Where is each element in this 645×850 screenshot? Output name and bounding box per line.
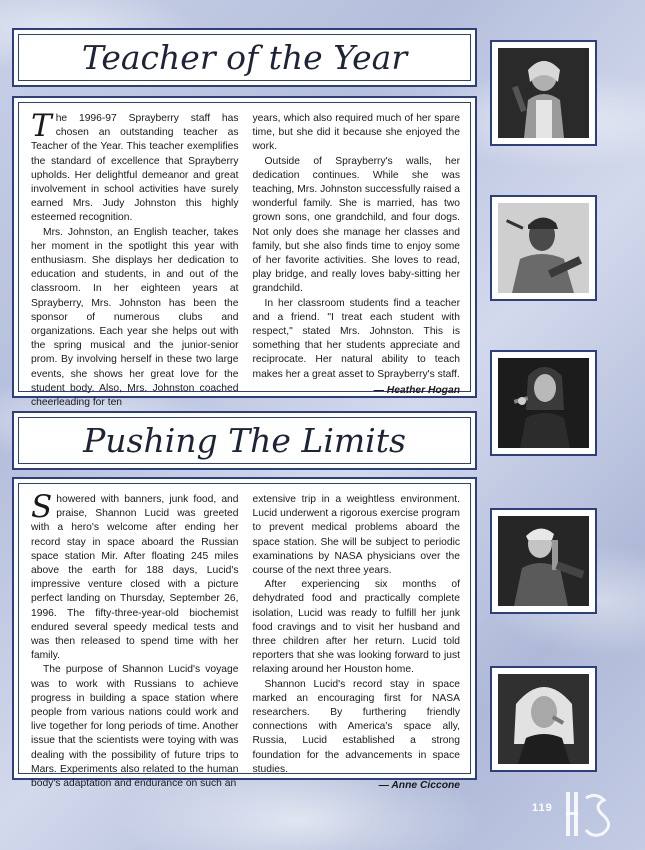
photo-5-female-singer-curly-hair — [498, 674, 589, 764]
article2-title-box — [12, 411, 477, 470]
photo-5-frame — [490, 666, 597, 772]
article2-byline: — Anne Ciccone — [378, 780, 460, 792]
article2-body-box — [12, 477, 477, 792]
article1-paragraph: Outside of Sprayberry's walls, her dedication continues. While she was teaching, Mrs. Johnston successfully raised a wonderful family. She is married, has two grown sons, one grandchild, and four dogs. Not only does she manage her classes and family, but she also finds time to enjoy some of her favorite activities. She loves to read, play bridge, and really loves baby-sitting her grandchild. — [252, 155, 460, 295]
article1-byline: — Heather Hogan — [373, 384, 460, 396]
article1-title-box — [12, 28, 477, 87]
article2-column-1 — [31, 489, 239, 790]
article1-paragraph: Mrs. Johnston, an English teacher, takes her moment in the spotlight this year with enthusiasm. She displays her dedication to education and students, in and out of the classroom. In her eighteen years at Sprayberry, Mrs. Johnston has been the sponsor of numerous clubs and organizations. Each year she helps out with the spring musical and the junior-senior prom. By involving herself in these two large events, she shows her great love for the student body. Also, Mrs. Johnston coached cheerleading for ten — [31, 226, 239, 409]
photo-3-female-singer — [498, 358, 589, 448]
photo-2-guitarist-with-cap — [498, 203, 589, 293]
article1-title: Teacher of the Year — [18, 34, 471, 81]
photo-1-frame — [490, 40, 597, 146]
article1-paragraph: The 1996-97 Sprayberry staff has chosen an outstanding teacher as Teacher of the Year. This teacher exemplifies the standard of excellence that Sprayberry upholds. Her delightful demeanor and great involvement in school activities have surely earned Mrs. Judy Johnston this highly esteemed recognition. — [31, 108, 239, 224]
article2-title: Pushing The Limits — [18, 417, 471, 464]
photo-3-frame — [490, 350, 597, 456]
article2-paragraph: Shannon Lucid's record stay in space marked an encouraging first for NASA researchers. By furthering friendly connections with America's space ally, Russia, Lucid established a strong foundation for the advancements in space studies. — [252, 678, 460, 775]
article2-dropcap: S — [31, 489, 53, 525]
article2-paragraph: The purpose of Shannon Lucid's voyage was to work with Russians to achieve progress in building a space station where people from various nations could work and live together for long periods of time. Another issue that the scientists were toying with was dealing with the possibility of future trips to Mars. Experiments also related to the human body's adaptation and endurance on such an — [31, 664, 239, 790]
photo-4-frame — [490, 508, 597, 614]
page-number: 119 — [532, 802, 553, 814]
photo-2-frame — [490, 195, 597, 301]
article1-body-box — [12, 96, 477, 409]
article2-paragraph: After experiencing six months of dehydrated food and practically complete isolation, Lucid was ready to fulfill her junk food cravings and to visit her husband and three children after her return. Lucid told reporters that she was looking forward to just relaxing around her Houston home. — [252, 579, 460, 676]
yearbook-logo-mark — [562, 790, 624, 838]
article2-paragraph: extensive trip in a weightless environment. Lucid underwent a rigorous exercise program to prevent medical problems aboard the space station. She will be subject to periodic examinations by NASA physicians over the course of the next three years. — [252, 494, 460, 577]
article1-paragraph: In her classroom students find a teacher and a friend. "I treat each student with respect," stated Mrs. Johnston. This is something that her students appreciate and reciprocate. Her natural ability to teach makes her a great asset to Sprayberry's staff. — [252, 297, 460, 380]
article1-paragraph: years, which also required much of her spare time, but she did it because she enjoyed the work. — [252, 113, 460, 153]
photo-1-singer-with-microphone — [498, 48, 589, 138]
article1-column-2 — [252, 112, 461, 396]
article1-column-1 — [31, 108, 239, 409]
photo-4-singer-with-guitar — [498, 516, 589, 606]
article1-dropcap: T — [31, 108, 52, 144]
article2-column-2 — [252, 493, 461, 792]
article2-paragraph: Showered with banners, junk food, and praise, Shannon Lucid was greeted with a hero's welcome after ending her record stay in space aboard the Russian space station Mir. After floating 245 miles above the earth for 188 days, Lucid's impressive venture closed with a picture perfect landing on Thursday, September 26, 1996. The fifty-three-year-old biochemist endured several speedy medical tests and was then released to spend time with her family. — [31, 489, 239, 662]
